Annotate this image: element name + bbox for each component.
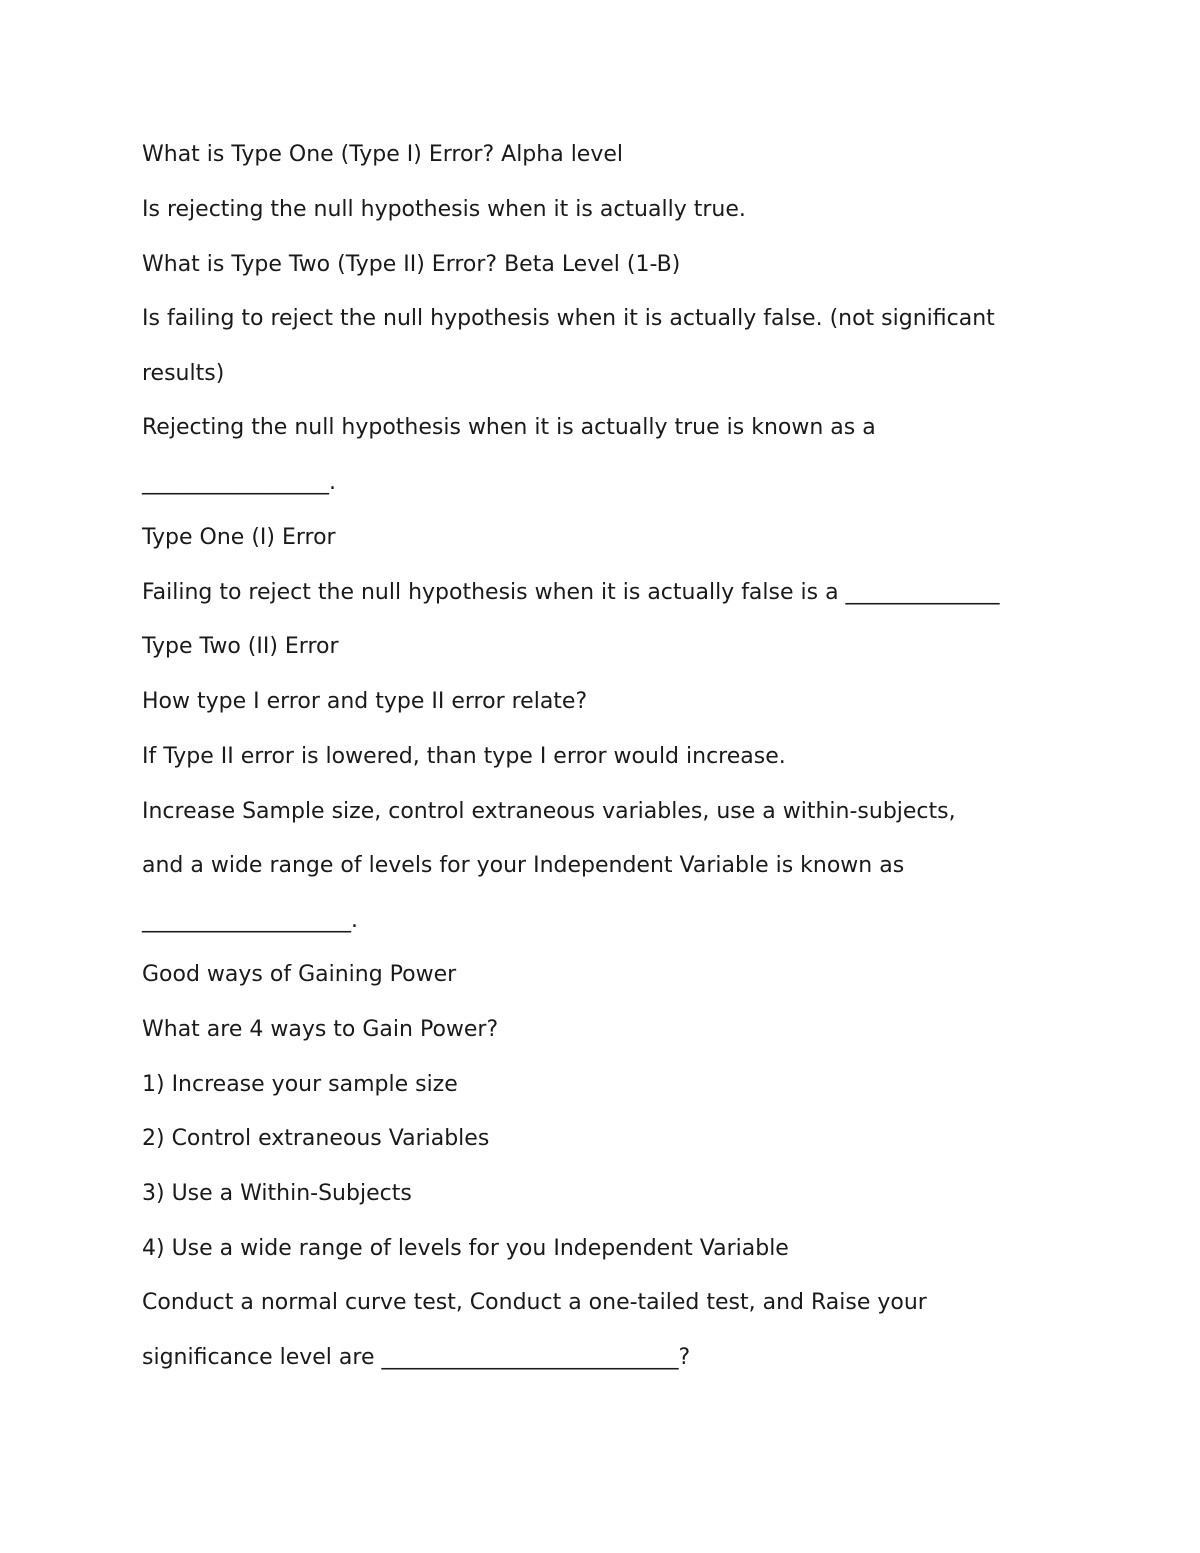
list-item: 1) Increase your sample size: [142, 1072, 458, 1097]
text-line: significance level are ___________________________?: [142, 1345, 691, 1370]
text-line: Is rejecting the null hypothesis when it is actually true.: [142, 197, 746, 222]
blank-line: _________________.: [142, 470, 336, 495]
text-line: What are 4 ways to Gain Power?: [142, 1017, 499, 1042]
text-line: Rejecting the null hypothesis when it is actually true is known as a: [142, 415, 876, 440]
text-line: Type One (I) Error: [142, 525, 336, 550]
list-item: 2) Control extraneous Variables: [142, 1126, 490, 1151]
text-line: If Type II error is lowered, than type I error would increase.: [142, 744, 786, 769]
text-line: Failing to reject the null hypothesis when it is actually false is a ______________: [142, 580, 1000, 605]
text-line: What is Type One (Type I) Error? Alpha level: [142, 142, 624, 167]
text-line: Good ways of Gaining Power: [142, 962, 457, 987]
text-line: How type I error and type II error relate?: [142, 689, 588, 714]
text-line: Conduct a normal curve test, Conduct a one-tailed test, and Raise your: [142, 1290, 927, 1315]
text-line: Is failing to reject the null hypothesis when it is actually false. (not significant: [142, 306, 995, 331]
text-line: Type Two (II) Error: [142, 634, 339, 659]
list-item: 4) Use a wide range of levels for you Independent Variable: [142, 1236, 789, 1261]
list-item: 3) Use a Within-Subjects: [142, 1181, 412, 1206]
text-line: and a wide range of levels for your Independent Variable is known as: [142, 853, 905, 878]
blank-line: ___________________.: [142, 908, 358, 933]
text-line: What is Type Two (Type II) Error? Beta Level (1-B): [142, 252, 681, 277]
text-line: results): [142, 361, 225, 386]
text-line: Increase Sample size, control extraneous variables, use a within-subjects,: [142, 799, 956, 824]
